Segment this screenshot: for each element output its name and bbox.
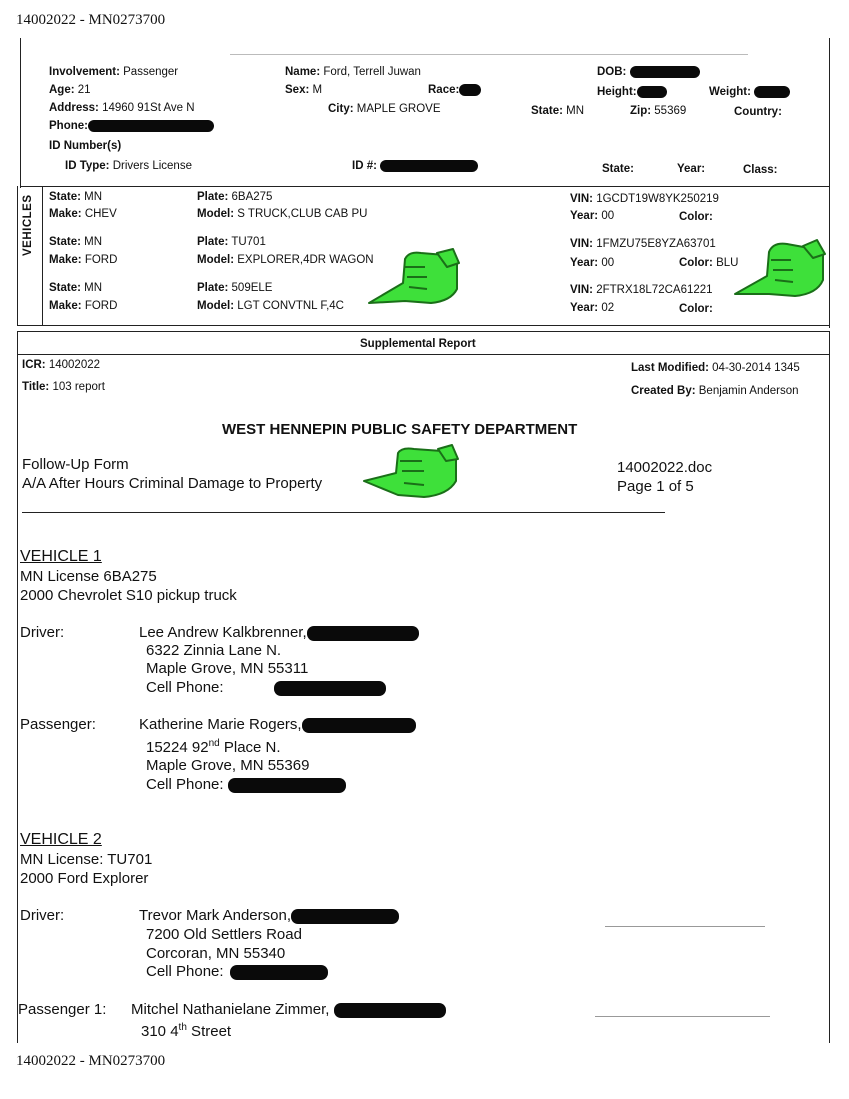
icr-field: ICR: 14002022 bbox=[22, 359, 101, 371]
vehicle1-driver-name: Lee Andrew Kalkbrenner, bbox=[139, 624, 419, 641]
vehicle2-passenger-name: Mitchel Nathanielane Zimmer, bbox=[131, 1001, 446, 1018]
veh-bottom bbox=[17, 325, 830, 326]
person-divider bbox=[20, 186, 829, 187]
doc-id-top: 14002022 - MN0273700 bbox=[16, 12, 166, 28]
city-field: City: MAPLE GROVE bbox=[328, 103, 441, 115]
pointing-hand-icon bbox=[362, 443, 462, 501]
vehicle1-driver-cell: Cell Phone: bbox=[146, 679, 386, 696]
vehicle1-passenger-addr1: 15224 92nd Place N. bbox=[146, 738, 281, 756]
supp-top bbox=[17, 331, 830, 332]
vehicle2-driver-cell: Cell Phone: bbox=[146, 963, 328, 980]
vehicle1-driver-addr1: 6322 Zinnia Lane N. bbox=[146, 642, 282, 659]
vehicle2-driver-addr1: 7200 Old Settlers Road bbox=[146, 926, 302, 943]
vehicle1-driver-label: Driver: bbox=[20, 624, 65, 641]
vehicle2-driver-label: Driver: bbox=[20, 907, 65, 924]
id-class-label: Class: bbox=[743, 164, 778, 176]
vehicle2-driver-addr2: Corcoran, MN 55340 bbox=[146, 945, 286, 962]
weight-field: Weight: bbox=[709, 86, 790, 98]
vehicle1-driver-addr2: Maple Grove, MN 55311 bbox=[146, 660, 309, 677]
involvement-field: Involvement: Passenger bbox=[49, 66, 179, 78]
id-state-label: State: bbox=[602, 163, 634, 175]
sex-field: Sex: M bbox=[285, 84, 323, 96]
frame-right bbox=[829, 38, 830, 328]
age-field: Age: 21 bbox=[49, 84, 91, 96]
vehicle1-passenger-name: Katherine Marie Rogers, bbox=[139, 716, 416, 733]
vehicle1-desc: 2000 Chevrolet S10 pickup truck bbox=[20, 587, 237, 604]
redaction bbox=[637, 86, 667, 98]
vehicle2-passenger-label: Passenger 1: bbox=[18, 1001, 107, 1018]
id-num-field: ID #: bbox=[352, 160, 478, 172]
state-field: State: MN bbox=[531, 105, 585, 117]
supp-header-rule bbox=[17, 354, 830, 355]
frame-left bbox=[20, 38, 21, 188]
veh-frame-left bbox=[17, 186, 18, 326]
pointing-hand-icon bbox=[733, 236, 829, 302]
redaction bbox=[291, 909, 399, 924]
created-by-field: Created By: Benjamin Anderson bbox=[631, 385, 799, 397]
form-rule bbox=[22, 512, 665, 513]
vehicle1-passenger-label: Passenger: bbox=[20, 716, 96, 733]
doc-file: 14002022.doc bbox=[617, 459, 713, 476]
vehicle1-passenger-addr2: Maple Grove, MN 55369 bbox=[146, 757, 310, 774]
redaction bbox=[274, 681, 386, 696]
zip-field: Zip: 55369 bbox=[630, 105, 687, 117]
id-type-field: ID Type: Drivers License bbox=[65, 160, 192, 172]
id-numbers-label: ID Number(s) bbox=[49, 140, 122, 152]
race-field: Race: bbox=[428, 84, 481, 96]
vehicle1-heading: VEHICLE 1 bbox=[20, 548, 102, 565]
redaction bbox=[459, 84, 481, 96]
redaction bbox=[630, 66, 700, 78]
redaction bbox=[754, 86, 790, 98]
form-line2: A/A After Hours Criminal Damage to Property bbox=[22, 475, 323, 492]
id-year-label: Year: bbox=[677, 163, 706, 175]
last-modified-field: Last Modified: 04-30-2014 1345 bbox=[631, 362, 800, 374]
redaction bbox=[380, 160, 478, 172]
redaction bbox=[302, 718, 416, 733]
height-field: Height: bbox=[597, 86, 667, 98]
faint-rule bbox=[230, 54, 748, 55]
veh-label-divider bbox=[42, 186, 43, 326]
vehicle2-heading: VEHICLE 2 bbox=[20, 831, 102, 848]
redaction bbox=[307, 626, 419, 641]
vehicle2-driver-name: Trevor Mark Anderson, bbox=[139, 907, 399, 924]
form-line1: Follow-Up Form bbox=[22, 456, 129, 473]
vehicles-section-label: VEHICLES bbox=[22, 194, 34, 256]
vehicle2-passenger-addr1: 310 4th Street bbox=[141, 1022, 232, 1040]
supp-right bbox=[829, 331, 830, 1043]
supp-left bbox=[17, 331, 18, 1043]
doc-id-bottom: 14002022 - MN0273700 bbox=[16, 1053, 166, 1069]
phone-field: Phone: bbox=[49, 120, 214, 132]
vehicle2-desc: 2000 Ford Explorer bbox=[20, 870, 149, 887]
redaction bbox=[334, 1003, 446, 1018]
supplemental-heading: Supplemental Report bbox=[360, 338, 476, 350]
vehicle2-license: MN License: TU701 bbox=[20, 851, 153, 868]
country-field: Country: bbox=[734, 106, 782, 118]
scan-artifact bbox=[605, 926, 765, 927]
redaction bbox=[228, 778, 346, 793]
redaction bbox=[230, 965, 328, 980]
dob-field: DOB: bbox=[597, 66, 700, 78]
redaction bbox=[88, 120, 214, 132]
title-field: Title: 103 report bbox=[22, 381, 105, 393]
vehicle1-license: MN License 6BA275 bbox=[20, 568, 157, 585]
page-indicator: Page 1 of 5 bbox=[617, 478, 694, 495]
vehicle1-passenger-cell: Cell Phone: bbox=[146, 776, 346, 793]
department-title: WEST HENNEPIN PUBLIC SAFETY DEPARTMENT bbox=[222, 421, 578, 438]
address-field: Address: 14960 91St Ave N bbox=[49, 102, 195, 114]
scan-artifact bbox=[595, 1016, 770, 1017]
name-field: Name: Ford, Terrell Juwan bbox=[285, 66, 421, 78]
pointing-hand-icon bbox=[365, 245, 465, 310]
